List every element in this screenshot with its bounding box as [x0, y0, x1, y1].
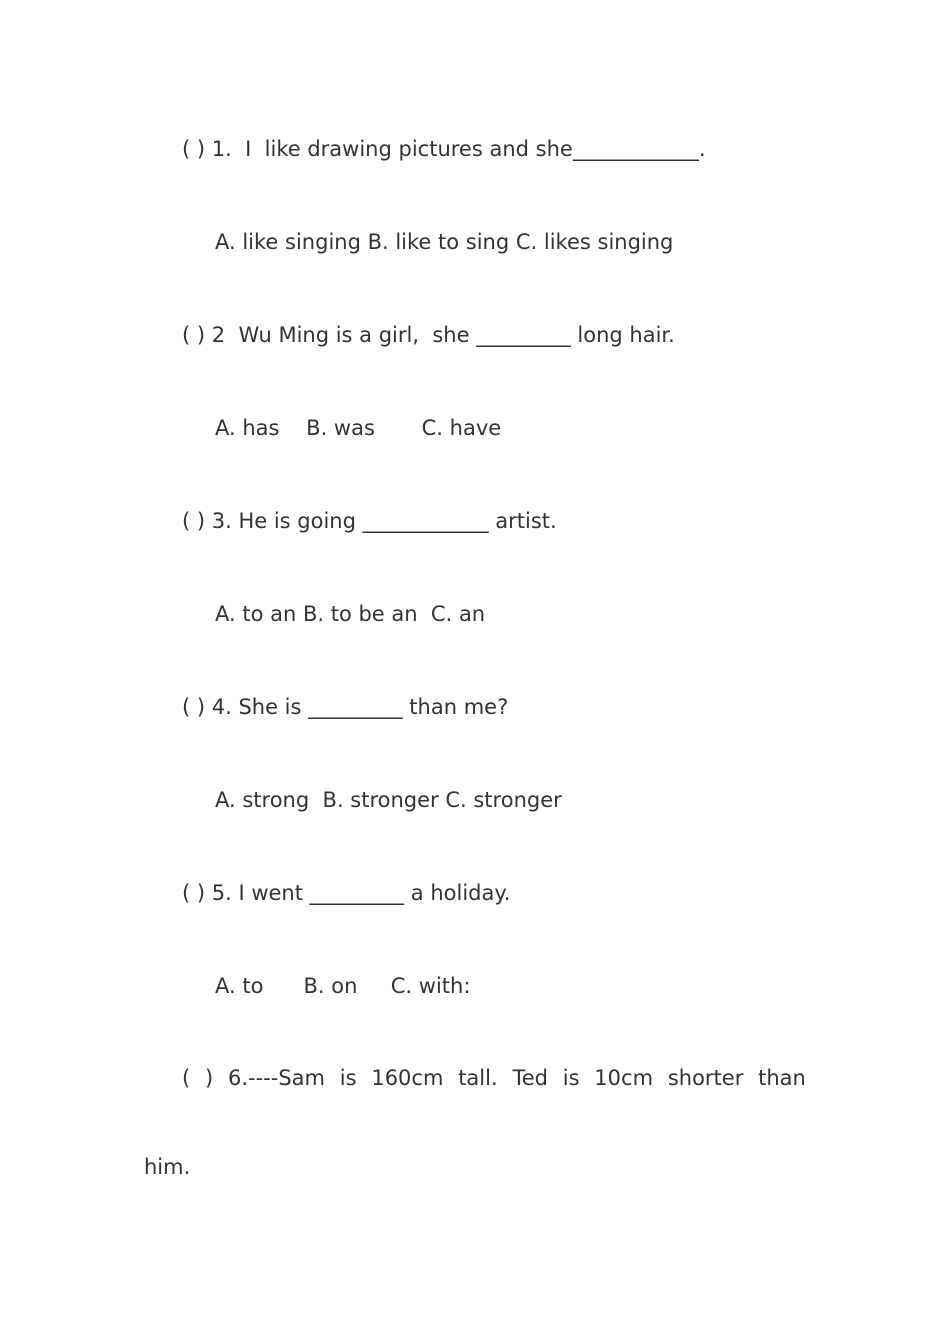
question-1-options: A. like singing B. like to sing C. likes singing — [215, 230, 674, 254]
q6-word: ( — [182, 1066, 191, 1090]
question-3-options: A. to an B. to be an C. an — [215, 602, 486, 626]
question-1-stem: ( ) 1. I like drawing pictures and she____________. — [182, 137, 706, 161]
q6-word: Ted — [512, 1066, 548, 1090]
question-2-stem: ( ) 2 Wu Ming is a girl, she _________ long hair. — [182, 323, 675, 347]
question-5-options: A. to B. on C. with: — [215, 974, 471, 998]
question-4-stem: ( ) 4. She is _________ than me? — [182, 695, 509, 719]
q6-word: ) — [204, 1066, 214, 1090]
question-6-stem — [182, 1066, 806, 1090]
q6-word: shorter — [667, 1066, 744, 1090]
q6-word: than — [758, 1066, 806, 1090]
question-5-stem: ( ) 5. I went _________ a holiday. — [182, 881, 511, 905]
q6-word: is — [562, 1066, 580, 1090]
q6-word: 160cm — [371, 1066, 444, 1090]
question-3-stem: ( ) 3. He is going ____________ artist. — [182, 509, 557, 533]
question-6-continuation: him. — [144, 1155, 191, 1179]
question-2-options: A. has B. was C. have — [215, 416, 502, 440]
question-4-options: A. strong B. stronger C. stronger — [215, 788, 562, 812]
q6-word: 6.----Sam — [227, 1066, 325, 1090]
q6-word: tall. — [458, 1066, 498, 1090]
q6-word: is — [339, 1066, 357, 1090]
q6-word: 10cm — [594, 1066, 654, 1090]
